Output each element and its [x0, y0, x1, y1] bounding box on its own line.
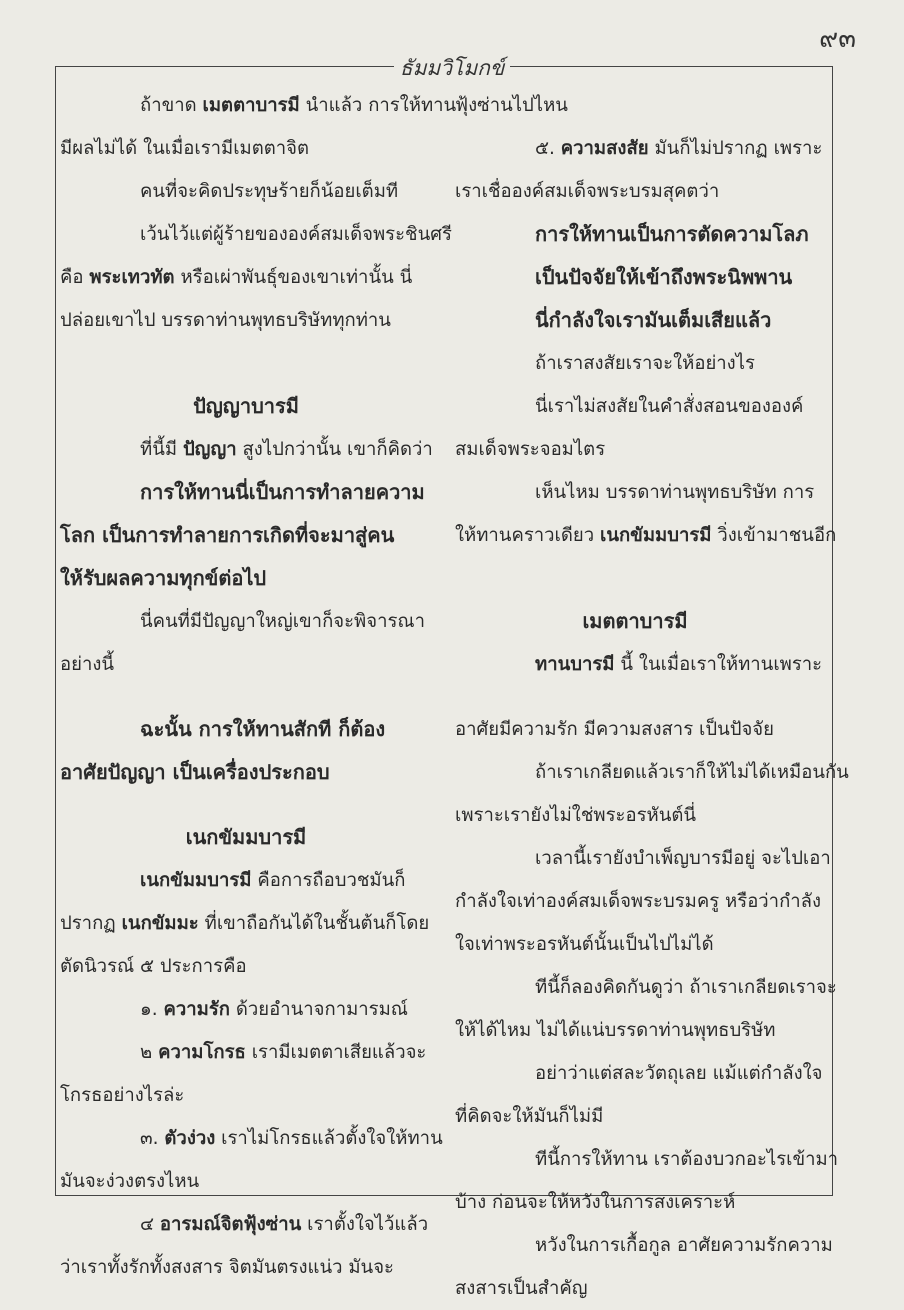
bold-line: การให้ทานนี่เป็นการทำลายความ [140, 480, 425, 504]
text-line: คนที่จะคิดประทุษร้ายก็น้อยเต็มที [140, 181, 399, 202]
bold-line: การให้ทานเป็นการตัดความโลภ [535, 222, 809, 246]
text-line: ถ้าเราเกลียดแล้วเราก็ให้ไม่ได้เหมือนกัน [535, 762, 849, 783]
bold-line: ให้รับผลความทุกข์ต่อไป [60, 566, 267, 590]
term: ทานบารมี [535, 654, 615, 675]
bold-line: ฉะนั้น การให้ทานสักที ก็ต้อง [140, 717, 386, 741]
running-head [0, 52, 904, 85]
page-number: ๙๓ [819, 24, 856, 54]
list-item: ๕. ความสงสัย มันก็ไม่ปรากฏ เพราะ [535, 138, 823, 159]
term: ปัญญา [182, 439, 237, 460]
bold-line: เป็นปัจจัยให้เข้าถึงพระนิพพาน [535, 265, 793, 289]
section-heading: ปัญญาบารมี [193, 394, 299, 418]
text-line: ให้ทานคราวเดียว เนกขัมมบารมี วิ่งเข้ามาชนอีก [455, 525, 837, 546]
left-column [60, 84, 457, 1289]
text-line: ที่นี้มี ปัญญา สูงไปกว่านั้น เขาก็คิดว่า [140, 439, 433, 460]
text-line: ปรากฏ เนกขัมมะ ที่เขาถือกันได้ในชั้นต้นก็โดย [60, 913, 430, 934]
text-line: มันจะง่วงตรงไหน [60, 1171, 200, 1192]
text-line: ทานบารมี นี้ ในเมื่อเราให้ทานเพราะ [535, 654, 823, 675]
text-line: นี่คนที่มีปัญญาใหญ่เขาก็จะพิจารณา [140, 611, 425, 632]
text-line: ทีนี้ก็ลองคิดกันดูว่า ถ้าเราเกลียดเราจะ [535, 977, 837, 998]
text-line: สมเด็จพระจอมไตร [455, 439, 606, 460]
text-line: ถ้าเราสงสัยเราจะให้อย่างไร [535, 353, 755, 374]
text-line: ตัดนิวรณ์ ๕ ประการคือ [60, 956, 247, 977]
text-line: เว้นไว้แต่ผู้ร้ายขององค์สมเด็จพระชินศรี [140, 224, 452, 245]
list-item: ๓. ตัวง่วง เราไม่โกรธแล้วตั้งใจให้ทาน [140, 1128, 443, 1149]
term: ความโกรธ [158, 1042, 246, 1063]
text-line: อย่าว่าแต่สละวัตถุเลย แม้แต่กำลังใจ [535, 1063, 823, 1084]
list-item: ๔ อารมณ์จิตฟุ้งซ่าน เราตั้งใจไว้แล้ว [140, 1214, 429, 1235]
bold-line: นี่กำลังใจเรามันเต็มเสียแล้ว [535, 308, 772, 332]
list-item: ๒ ความโกรธ เรามีเมตตาเสียแล้วจะ [140, 1042, 427, 1063]
right-column [455, 84, 849, 1310]
text-line: ปล่อยเขาไป บรรดาท่านพุทธบริษัททุกท่าน [60, 310, 391, 331]
term: เมตตาบารมี [202, 95, 300, 116]
text-line: นี่เราไม่สงสัยในคำสั่งสอนขององค์ [535, 396, 804, 417]
term: พระเทวทัต [89, 267, 175, 288]
text-line: บ้าง ก่อนจะให้หวังในการสงเคราะห์ [455, 1192, 736, 1213]
bold-line: อาศัยปัญญา เป็นเครื่องประกอบ [60, 760, 330, 784]
section-heading: เมตตาบารมี [582, 609, 688, 633]
term: อารมณ์จิตฟุ้งซ่าน [159, 1214, 302, 1235]
text-line: ฟุ้งซ่านไปไหน [455, 95, 568, 116]
text-line: กำลังใจเท่าองค์สมเด็จพระบรมครู หรือว่ากำลัง [455, 891, 822, 912]
text-line: ว่าเราทั้งรักทั้งสงสาร จิตมันตรงแน่ว มันจะ [60, 1257, 394, 1278]
text-line: เห็นไหม บรรดาท่านพุทธบริษัท การ [535, 482, 815, 503]
text-line: เนกขัมมบารมี คือการถือบวชมันก็ [140, 870, 406, 891]
text-line: ให้ได้ไหม ไม่ได้แน่บรรดาท่านพุทธบริษัท [455, 1020, 776, 1041]
list-item: ๑. ความรัก ด้วยอำนาจกามารมณ์ [140, 999, 408, 1020]
text-line: สงสารเป็นสำคัญ [455, 1278, 588, 1299]
text-line: มีผลไม่ได้ ในเมื่อเรามีเมตตาจิต [60, 138, 310, 159]
section-heading: เนกขัมมบารมี [185, 825, 307, 849]
text-line: อย่างนี้ [60, 654, 115, 675]
text-line: หวังในการเกื้อกูล อาศัยความรักความ [535, 1235, 833, 1256]
text-line: เราเชื่อองค์สมเด็จพระบรมสุคตว่า [455, 181, 720, 202]
text-line: ใจเท่าพระอรหันต์นั้นเป็นไปไม่ได้ [455, 934, 714, 955]
text-line: อาศัยมีความรัก มีความสงสาร เป็นปัจจัย [455, 719, 774, 740]
text-line: เพราะเรายังไม่ใช่พระอรหันต์นี่ [455, 805, 697, 826]
term: เนกขัมมบารมี [140, 870, 252, 891]
running-head-title: ธัมมวิโมกข์ [394, 56, 511, 80]
text-line: เวลานี้เรายังบำเพ็ญบารมีอยู่ จะไปเอา [535, 848, 831, 869]
bold-line: โลก เป็นการทำลายการเกิดที่จะมาสู่คน [60, 523, 395, 547]
term: ความสงสัย [560, 138, 649, 159]
text-line: คือ พระเทวทัต หรือเผ่าพันธุ์ของเขาเท่านั้น นี่ [60, 267, 413, 288]
text-line: โกรธอย่างไรล่ะ [60, 1085, 185, 1106]
term: ความรัก [163, 999, 230, 1020]
term: เนกขัมมบารมี [600, 525, 712, 546]
term: ตัวง่วง [164, 1128, 216, 1149]
text-line: ถ้าขาด เมตตาบารมี นำแล้ว การให้ทาน [140, 95, 457, 116]
term: เนกขัมมะ [121, 913, 199, 934]
text-line: ทีนี้การให้ทาน เราต้องบวกอะไรเข้ามา [535, 1149, 839, 1170]
text-line: ที่คิดจะให้มันก็ไม่มี [455, 1106, 604, 1127]
